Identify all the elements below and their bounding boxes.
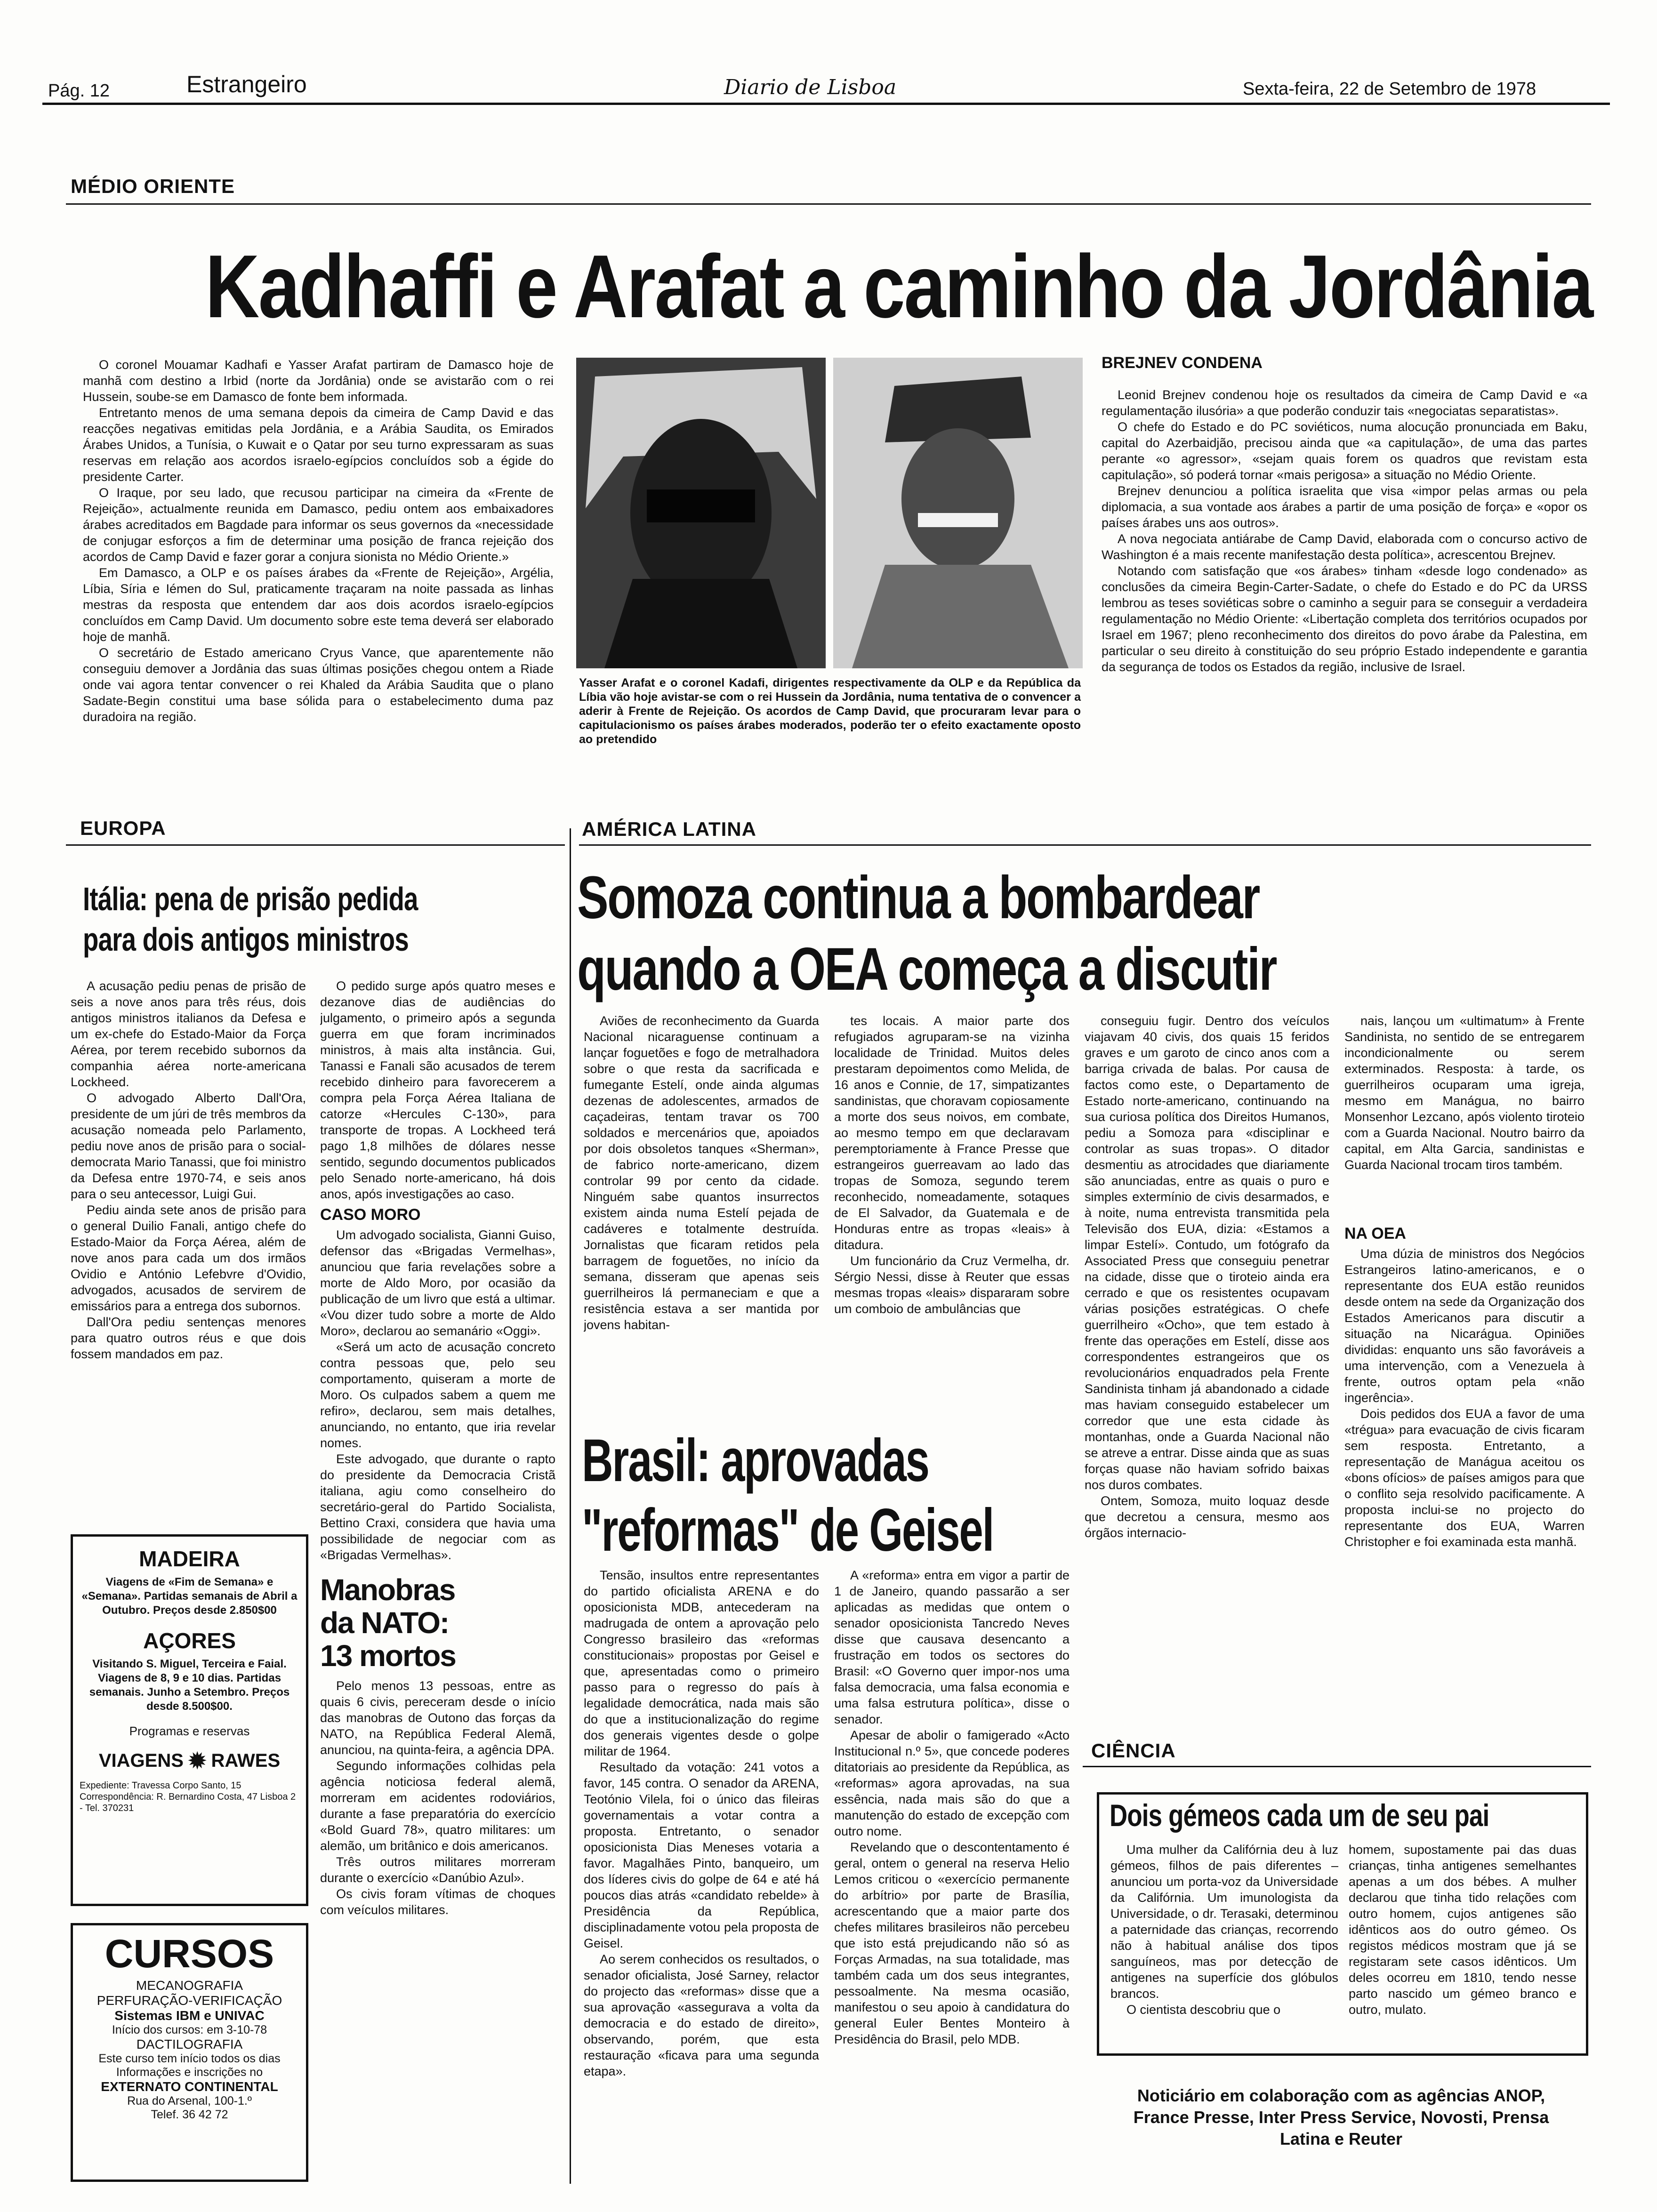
paragraph: conseguiu fugir. Dentro dos veículos viajavam 40 civis, dos quais 15 feridos graves e um garoto de cinco anos com a barriga crivada de balas. Por causa de factos como este, o Departamento de Estado norte-americano, continuando na sua curiosa política dos Direitos Humanos, pediu a Somoza para «disciplinar e controlar as suas tropas». O ditador desmentiu as atrocidades que diariamente são anunciadas, entre as quais o puro e simples extermínio de civis desarmados, e à noite, numa entrevista transmitida pela Televisão dos EUA, dizia: «Estamos a limpar Estelí». Contudo, um fotógrafo da Associated Press que conseguiu penetrar na cidade, disse que o tiroteio ainda era cerrado e que os resistentes ocupavam várias posições estratégicas. O chefe guerrilheiro «Ocho», que tem estado à frente das operações em Estelí, disse aos correspondentes estrangeiros que os revolucionários enquadrados pela Frente Sandinista tinham já abandonado a cidade mas haviam conseguido estabelecer um corredor que une esta cidade às montanhas, onde a Guarda Nacional não se atreve a entrar. Disse ainda que as suas forças quase não haviam sofrido baixas nos duros combates. [1085,1014,1329,1492]
article-brasil-col1 [584,1567,819,2184]
paragraph: Uma dúzia de ministros dos Negócios Estrangeiros latino-americanos, e o representante dos EUA estão reunidos desde ontem na sede da Organização dos Estados Americanos para discutir a situação na Nicarágua. Opiniões divididas: enquanto uns são favoráveis a uma intervenção, com a Venezuela à frente, outros optam pela «não ingerência». [1344,1247,1585,1405]
column-rule [570,828,571,2184]
paragraph: Ao serem conhecidos os resultados, o senador oficialista, José Sarney, relactor do projecto das «reformas» disse que a sua aprovação «assegurava a volta da democracia e do estado de direito», observando, porém, que esta restauração «ficava para uma segunda etapa». [584,1952,819,2078]
paragraph: Dois pedidos dos EUA a favor de uma «trégua» para evacuação de civis ficaram sem resposta. Entretanto, a representação de Manágua aceitou os «bons ofícios» de países amigos para que o conflito seja resolvido pacificamente. A proposta inclui-se no projecto do representante dos EUA, Warren Christopher e foi examinada esta manhã. [1344,1407,1585,1549]
agencies-line: Latina e Reuter [1279,2129,1403,2148]
paragraph: nais, lançou um «ultimatum» à Frente Sandinista, no sentido de se entregarem incondicionalmente ou serem exterminados. Resposta: à tarde, os guerrilheiros ocuparam uma igreja, mesmo em Manágua, no bairro Monsenhor Lezcano, após violento tiroteio com a Guarda Nacional. Noutro bairro da capital, em Alta Garcia, sandinistas e Guarda Nacional trocam tiros também. [1344,1014,1585,1172]
portrait-silhouette-icon [576,358,826,668]
ad-cursos-line: DACTILOGRAFIA [136,2037,243,2052]
ad-cursos-title: CURSOS [105,1931,274,1976]
ad-cursos-line: Rua do Arsenal, 100-1.º [127,2094,252,2108]
paragraph: O Iraque, por seu lado, que recusou participar na cimeira da «Frente de Rejeição», actualmente reunida em Damasco, pediu ontem aos embaixadores árabes acreditados em Bagdade para informar os seus governos da «necessidade de conjugar esforços a fim de determinar uma posição de franca rejeição dos acordos de Camp David e fazer gorar a conjura sionista no Médio Oriente.» [83,486,554,564]
paragraph: Este advogado, que durante o rapto do presidente da Democracia Cristã italiana, agiu como conselheiro do secretário-geral do Partido Socialista, Bettino Craxi, considera que havia uma possibilidade de negociar com as «Brigadas Vermelhas». [320,1452,555,1562]
subhead-na-oea: NA OEA [1344,1225,1406,1242]
paragraph: Um funcionário da Cruz Vermelha, dr. Sérgio Nessi, disse à Reuter que essas mesmas tropas «leais» dispararam sobre um comboio de ambulâncias que [834,1254,1070,1316]
ad-viagens-rawes [71,1534,308,1906]
issue-date: Sexta-feira, 22 de Setembro de 1978 [1243,79,1536,99]
section-rule [66,203,1591,205]
article-italia-col1 [71,978,306,1510]
ad-cursos-line: Informações e inscrições no [116,2066,263,2079]
headline-nato-l1: Manobras [320,1573,455,1607]
masthead: Diario de Lisboa [724,75,897,99]
paragraph: A acusação pediu penas de prisão de seis a nove anos para três réus, dois antigos ministros italianos da Defesa e um ex-chefe do Estado-Maior da Força Aérea, por terem recebido subornos da companhia aérea norte-americana Lockheed. [71,979,306,1089]
paragraph: O secretário de Estado americano Cryus Vance, que aparentemente não conseguiu demover a Jordânia das suas últimas posições chegou ontem a Riade onde vai agora tentar convencer o rei Khaled da Arábia Saudita que o plano Sadate-Begin constitui uma base sólida para o estabelecimento duma paz duradoira na região. [83,646,554,724]
sun-logo-icon: ✹ [188,1748,207,1773]
paragraph: Três outros militares morreram durante o exercício «Danúbio Azul». [320,1855,555,1885]
ciencia-box [1097,1792,1588,2056]
paragraph: Aviões de reconhecimento da Guarda Nacional nicaraguense continuam a lançar foguetões e fogo de metralhadora sobre o que resta da sacrificada e fumegante Estelí, onde ainda algumas dezenas de adolescentes, armados de caçadeiras, tentam travar os 700 soldados e mercenários que, apoiados por dois obsoletos tanques «Sherman», de fabrico norte-americano, dizem controlar 99 por cento da cidade. Ninguém sabe quantos insurrectos existem ainda numa Estelí pejada de cadáveres e totalmente destruída. Jornalistas que ficaram retidos pela barragem de foguetões, no início da semana, disseram que apenas seis guerrilheiros lá permaneciam e que a resistência estava a ser mantida por jovens habitan- [584,1014,819,1332]
paragraph: O cientista descobriu que o [1126,2003,1281,2017]
paragraph: Entretanto menos de uma semana depois da cimeira de Camp David e das reacções negativas emitidas pela Jordânia, e a Arábia Saudita, os Emirados Árabes Unidos, a Tunísia, o Kuwait e o Qatar por seu turno expressaram as suas reservas em relação aos acordos israelo-egípcios concluídos sob a égide do presidente Carter. [83,406,554,484]
ad-acores-text: Visitando S. Miguel, Terceira e Faial. Viagens de 8, 9 e 10 dias. Partidas semanais. Junho a Setembro. Preços desde 8.500$00. [89,1658,290,1713]
article-gemeos-col1 [1110,1842,1338,2049]
headline-brasil-l1: Brasil: aprovadas [582,1427,929,1494]
photo-arafat [576,358,826,668]
paragraph: Pelo menos 13 pessoas, entre as quais 6 civis, pereceram desde o início das manobras de Outono das forças da NATO, na República Federal Alemã, anunciou, na quinta-feira, a agência DPA. [320,1679,555,1757]
section-ciencia: CIÊNCIA [1091,1739,1176,1762]
paragraph: O coronel Mouamar Kadhafi e Yasser Arafat partiram de Damasco hoje de manhã com destino a Irbid (norte da Jordânia) onde se avistarão com o rei Hussein, soube-se em Damasco de fonte bem informada. [83,358,554,404]
article-gemeos-col2 [1349,1842,1577,2049]
article-somoza-col4 [1344,1013,1585,1766]
headline-nato [320,1573,555,1672]
paragraph: Segundo informações colhidas pela agência noticiosa federal alemã, morreram em acidentes rodoviários, durante a fase preparatória do exercício «Bold Guard 78», quatro militares: um alemão, um britânico e dois americanos. [320,1759,555,1853]
photo-caption: Yasser Arafat e o coronel Kadafi, dirigentes respectivamente da OLP e da República da Líbia vão hoje avistar-se com o rei Hussein da Jordânia, numa tentativa de o convencer a aderir à Frente de Rejeição. Os acordos de Camp David, que procuraram levar para o capitulacionismo os países árabes moderados, poderão ter o efeito exactamente oposto ao pretendido [579,676,1081,746]
paragraph: A nova negociata antiárabe de Camp David, elaborada com o concurso activo de Washington é a mais recente manifestação desta política», acrescentou Brejnev. [1102,532,1587,562]
paragraph: Apesar de abolir o famigerado «Acto Institucional n.º 5», que concede poderes ditatoriais ao presidente da República, as «reformas» agora aprovadas, na sua essência, nada mais são do que a manutenção do estado de excepção com outro nome. [834,1728,1070,1838]
section-rule [579,844,1591,846]
headline-nato-l3: 13 mortos [320,1639,456,1673]
article-somoza-col2 [834,1013,1070,1483]
headline-italia-l2: para dois antigos ministros [83,921,409,958]
ad-cursos-line: Telef. 36 42 72 [151,2108,228,2121]
ad-cursos-line: Sistemas IBM e UNIVAC [114,2008,265,2023]
paragraph: O chefe do Estado e do PC soviéticos, numa alocução pronunciada em Baku, capital do Azerbaidjão, precisou ainda que «a capitulação», de uma das partes perante «o agressor», «sejam quais forem os quadros que revistam esta capitulação», só poderá tornar «mais perigosa» a situação no Médio Oriente. [1102,420,1587,482]
ad-address: Expediente: Travessa Corpo Santo, 15 Correspondência: R. Bernardino Costa, 47 Lisboa 2 - Tel. 370231 [80,1780,296,1813]
paragraph: Tensão, insultos entre representantes do partido oficialista ARENA e do oposicionista MDB, antecederam na madrugada de ontem a aprovação pelo Congresso brasileiro das «reformas constitucionais» propostas por Geisel e que, apresentadas como o primeiro passo para o regresso do país à legalidade democrática, nada mais são do que a institucionalização do regime dos generais vigentes desde o golpe militar de 1964. [584,1568,819,1758]
section-america-latina: AMÉRICA LATINA [582,818,756,840]
ad-cursos-line: MECANOGRAFIA [136,1978,243,1993]
ad-cursos-line: EXTERNATO CONTINENTAL [101,2079,278,2094]
paragraph: Os civis foram vítimas de choques com veículos militares. [320,1887,555,1917]
ad-programs: Programas e reservas [129,1724,250,1738]
ad-cursos [71,1923,308,2182]
paragraph: O advogado Alberto Dall'Ora, presidente de um júri de três membros da acusação nomeada pelo Parlamento, pediu nove anos de prisão para o social-democrata Mario Tanassi, que foi ministro da Defesa entre 1970-74, e seis anos para o seu antecessor, Luigi Gui. [71,1091,306,1201]
ad-cursos-line: Este curso tem início todos os dias [98,2052,281,2065]
ad-madeira-text: Viagens de «Fim de Semana» e «Semana». Partidas semanais de Abril a Outubro. Preços desde 2.850$00 [81,1576,298,1617]
paragraph: A «reforma» entra em vigor a partir de 1 de Janeiro, quando passarão a ser aplicadas as medidas que ontem o senador oposicionista Tancredo Neves disse que causava desencanto a frustração em todos os sectores do Brasil: «O Governo quer impor-nos uma falsa democracia, uma falsa economia e uma falsa estrutura política», disse o senador. [834,1568,1070,1726]
header-rule [42,103,1610,105]
section-rule [66,844,565,846]
paragraph: homem, supostamente pai das duas crianças, tinha antigenes semelhantes apenas a um dos bébes. A mulher declarou que tinha tido relações com outro homem, cujos antigenes são idênticos aos do outro gémeo. Os registos médicos mostram que já se registaram sete casos idênticos. Um deles ocorreu em 1810, tendo nesse parto nascido um gémeo branco e outro, mulato. [1349,1843,1577,2017]
ad-brand [80,1748,299,1773]
paragraph: Um advogado socialista, Gianni Guiso, defensor das «Brigadas Vermelhas», anunciou que faria revelações sobre a morte de Aldo Moro, por ocasião da publicação de um livro que está a ultimar. «Vou dizer tudo sobre a morte de Aldo Moro», declarou ao semanário «Oggi». [320,1228,555,1338]
section-label: Estrangeiro [186,71,307,97]
ad-madeira-title: MADEIRA [139,1547,240,1571]
agencies-line: France Presse, Inter Press Service, Novosti, Prensa [1133,2108,1549,2127]
paragraph: Uma mulher da Califórnia deu à luz gémeos, filhos de pais diferentes – anunciou um porta-voz da Universidade da Califórnia. Um imunologista da Universidade, o dr. Terasaki, determinou a paternidade das crianças, recorrendo não à habitual análise dos tipos sanguíneos, mas por detecção de antigenes na superfície dos glóbulos brancos. [1110,1843,1338,2001]
section-europa: EUROPA [80,817,166,839]
paragraph: Notando com satisfação que «os árabes» tinham «desde logo condenado» as conclusões da cimeira Begin-Carter-Sadate, o chefe do Estado e do PC da URSS lembrou as teses soviéticas sobre o caminho a seguir para se conseguir a verdadeira regulamentação no Médio Oriente: «Libertação completa dos territórios ocupados por Israel em 1967; pleno reconhecimento dos direitos do povo árabe da Palestina, em particular o seu direito à constituição do seu próprio Estado independente e garantia da segurança de todos os Estados da região, inclusive de Israel. [1102,564,1587,674]
section-rule [1083,1766,1591,1767]
headline-kadhaffi: Kadhaffi e Arafat a caminho da Jordânia [205,237,1593,337]
paragraph: Leonid Brejnev condenou hoje os resultados da cimeira de Camp David e «a regulamentação ilusória» a que poderão conduzir tais «negociatas separatistas». [1102,388,1587,418]
page-number: Pág. 12 [48,81,110,101]
headline-italia-l1: Itália: pena de prisão pedida [83,881,418,917]
ad-acores-title: AÇORES [143,1628,236,1653]
ad-brand-left: VIAGENS [98,1750,184,1771]
paragraph: Resultado da votação: 241 votos a favor, 145 contra. O senador da ARENA, Teotónio Vilela, foi o único das fileiras governamentais a votar contra a proposta. Entretanto, o senador oposicionista Dias Meneses votaria a favor. Magalhães Pinto, banqueiro, um dos líderes civis do golpe de 64 e até há poucos dias atrás «candidato rebelde» à Presidência da República, disciplinadamente votou pela proposta de Geisel. [584,1760,819,1950]
article-kadhaffi-text [83,357,554,780]
paragraph: O pedido surge após quatro meses e dezanove dias de audiências do julgamento, o primeiro após a segunda guerra em que foram incriminados ministros, à mais alta instância. Gui, Tanassi e Fanali são acusados de terem recebido dinheiro para favorecerem a compra pela Força Aérea Italiana de catorze «Hercules C-130», para transporte de tropas. A Lockheed terá pago 1,8 milhões de dólares nesse sentido, segundo documentos publicados pelo Senado norte-americano, há dois anos, após investigações ao caso. [320,979,555,1201]
section-medio-oriente: MÉDIO ORIENTE [71,175,235,197]
paragraph: Ontem, Somoza, muito loquaz desde que decretou a censura, mesmo aos órgãos internacio- [1085,1494,1329,1540]
photo-kadafi [833,358,1083,668]
article-somoza-col1 [584,1013,819,1483]
headline-somoza-l2: quando a OEA começa a discutir [577,936,1277,1003]
paragraph: tes locais. A maior parte dos refugiados agruparam-se na vizinha localidade de Trinidad. Muitos deles prestaram depoimentos como Melida, de 16 anos e Connie, de 17, simpatizantes sandinistas, que choravam copiosamente a morte dos seus noivos, em combate, ao mesmo tempo em que declaravam peremptoriamente à France Presse que estrangeiros guerreavam ao lado das tropas de Somoza, segundo terem reconhecido, nomeadamente, sotaques de El Salvador, da Guatemala e de Honduras entre as tropas «leais» à ditadura. [834,1014,1070,1252]
article-italia-col2 [320,978,555,2183]
ad-cursos-line: PERFURAÇÃO-VERIFICAÇÃO [97,1993,282,2008]
paragraph: Dall'Ora pediu sentenças menores para quatro outros réus e que dois fossem mandados em paz. [71,1315,306,1361]
agencies-credit [1091,2085,1591,2150]
ad-brand-right: RAWES [211,1750,281,1771]
portrait-silhouette-icon [833,358,1083,668]
headline-brasil-l2: "reformas" de Geisel [582,1497,994,1564]
agencies-line: Noticiário em colaboração com as agências ANOP, [1137,2086,1545,2105]
article-brejnev-text [1102,387,1587,792]
article-brasil-col2 [834,1567,1070,2184]
paragraph: Pediu ainda sete anos de prisão para o general Duilio Fanali, antigo chefe do Estado-Maior da Força Aérea, além de nove anos para cada um dos irmãos Ovidio e António Lefebvre d'Ovidio, advogados, acusados de servirem de emissários para a entrega dos subornos. [71,1203,306,1313]
paragraph: Brejnev denunciou a política israelita que visa «impor pelas armas ou pela diplomacia, a sua vontade aos árabes a partir de uma posição de força» e «opor os países árabes uns aos outros». [1102,484,1587,530]
paragraph: Em Damasco, a OLP e os países árabes da «Frente de Rejeição», Argélia, Líbia, Síria e Iémen do Sul, praticamente traçaram na noite passada as linhas mestras da resposta que entendem dar aos dois acordos israelo-egípcios concluídos em Camp David. Um documento sobre este tema deverá ser elaborado hoje de manhã. [83,566,554,644]
ad-cursos-line: Início dos cursos: em 3-10-78 [112,2023,267,2036]
headline-nato-l2: da NATO: [320,1606,449,1640]
paragraph: Revelando que o descontentamento é geral, ontem o general na reserva Helio Lemos criticou o «exercício permanente do arbítrio» por parte de Brasília, acrescentando que a maior parte dos chefes militares brasileiros não percebeu que isto está prejudicando não só as Forças Armadas, na sua totalidade, mas também cada um dos seus integrantes, pessoalmente. Na mesma ocasião, manifestou o seu apoio à candidatura do general Euler Bentes Monteiro à Presidência do Brasil, pelo MDB. [834,1840,1070,2046]
paragraph: «Será um acto de acusação concreto contra pessoas que, pelo seu comportamento, quiseram a morte de Moro. Os culpados sabem a quem me refiro», declarou, sem mais detalhes, anunciando, no entanto, que iria revelar nomes. [320,1340,555,1450]
subhead-caso-moro: CASO MORO [320,1206,421,1224]
headline-somoza-l1: Somoza continua a bombardear [577,864,1259,931]
subhead-brejnev: BREJNEV CONDENA [1102,354,1263,372]
headline-gemeos: Dois gémeos cada um de seu pai [1110,1798,1489,1833]
